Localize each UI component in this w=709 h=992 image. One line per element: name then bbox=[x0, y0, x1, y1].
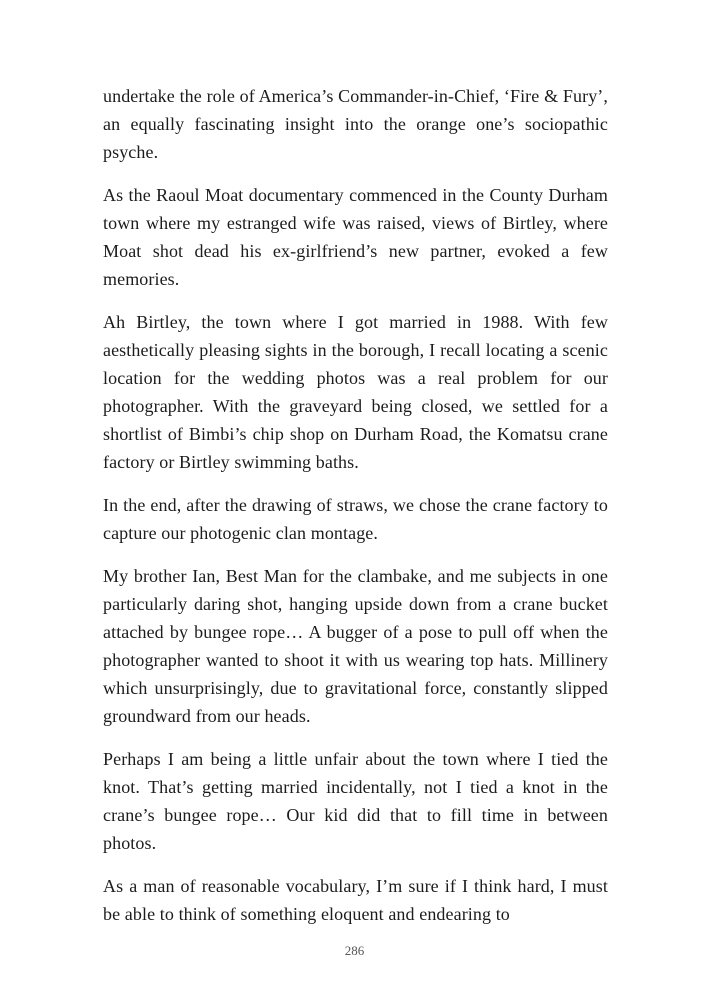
body-text bbox=[103, 82, 608, 928]
paragraph: As the Raoul Moat documentary commenced in the County Durham town where my estranged wife was raised, views of Birtley, where Moat shot dead his ex-girlfriend’s new partner, evoked a few memories. bbox=[103, 185, 608, 289]
paragraph: Perhaps I am being a little unfair about the town where I tied the knot. That’s getting married incidentally, not I tied a knot in the crane’s bungee rope… Our kid did that to fill time in between photos. bbox=[103, 749, 608, 853]
paragraph: undertake the role of America’s Commander-in-Chief, ‘Fire & Fury’, an equally fascinating insight into the orange one’s sociopathic psyche. bbox=[103, 86, 608, 162]
paragraph: My brother Ian, Best Man for the clambake, and me subjects in one particularly daring shot, hanging upside down from a crane bucket attached by bungee rope… A bugger of a pose to pull off when the photographer wanted to shoot it with us wearing top hats. Millinery which unsurprisingly, due to gravitational force, constantly slipped groundward from our heads. bbox=[103, 566, 608, 726]
page-number: 286 bbox=[344, 943, 365, 958]
paragraph: In the end, after the drawing of straws, we chose the crane factory to capture our photogenic clan montage. bbox=[103, 495, 608, 543]
paragraph: As a man of reasonable vocabulary, I’m sure if I think hard, I must be able to think of something eloquent and endearing to bbox=[103, 876, 608, 924]
paragraph: Ah Birtley, the town where I got married in 1988. With few aesthetically pleasing sights in the borough, I recall locating a scenic location for the wedding photos was a real problem for our photographer. With the graveyard being closed, we settled for a shortlist of Bimbi’s chip shop on Durham Road, the Komatsu crane factory or Birtley swimming baths. bbox=[103, 312, 608, 472]
